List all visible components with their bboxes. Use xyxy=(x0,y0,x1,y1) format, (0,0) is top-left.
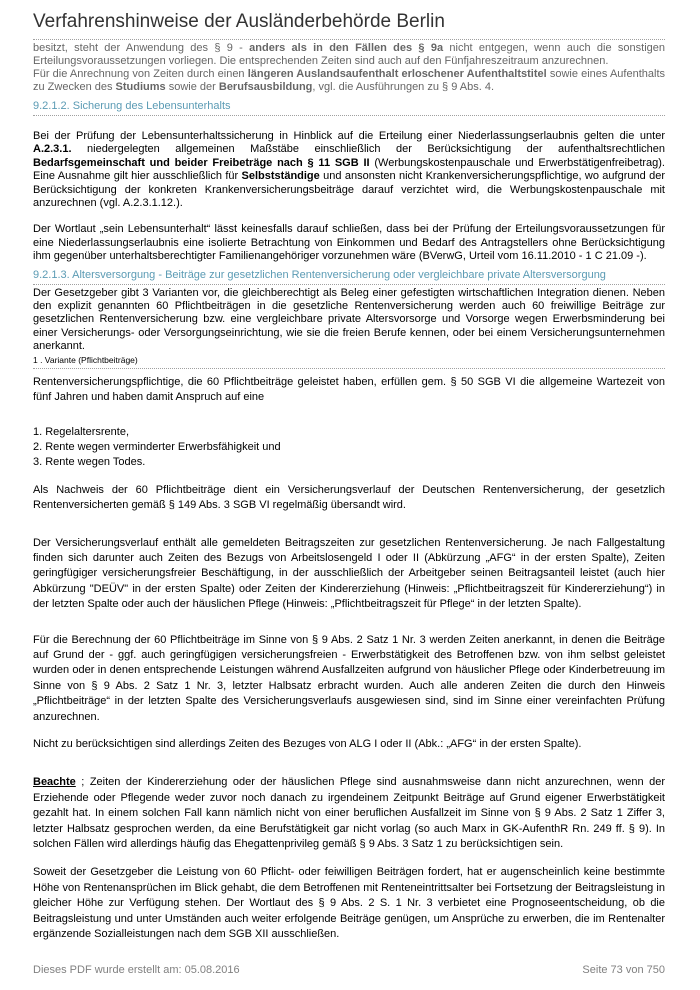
footer-created-date: Dieses PDF wurde erstellt am: 05.08.2016 xyxy=(33,964,240,976)
paragraph-beachte: Beachte ; Zeiten der Kindererziehung oder der häuslichen Pflege sind ausnahmsweise dann nicht anzurechnen, wenn der Erziehende oder Pflegende weder zuvor noch danach zu irgendeinem Zeitpunkt Beiträge auf Grund eigener Erwerbstätigkeit gezahlt hat. In einem solchen Fall kann nämlich nicht von einer beruflichen Ausfallzeit im Sinne von § 9 Abs. 2 Satz 1 Ziffer 3, letzter Halbsatz gesprochen werden, da eine Berufstätigkeit gar nicht vorlag (so auch Marx in GK-AufenthR Rn. 249 ff. § 9). In solchen Fällen wird allerdings häufig das Ehegattenprivileg gemäß § 9 Abs. 3 Satz 1 zu berücksichtigen sein. xyxy=(33,776,665,851)
sub-heading-variante-1: 1 . Variante (Pflichtbeiträge) xyxy=(33,355,665,369)
section-2-body xyxy=(33,287,665,354)
paragraph: Für die Berechnung der 60 Pflichtbeiträge im Sinne von § 9 Abs. 2 Satz 1 Nr. 3 werden Zeiten anerkannt, in denen die Beiträge auf Grund der - ggf. auch geringfügigen versicherungsfreien - Erwerbstätigkeit des Betroffenen bzw. von ihm selbst geleistet wurden oder in denen entsprechende Leistungen während Ausfallzeiten aufgrund von häuslicher Pflege oder Kinderbetreuung im Sinne von § 9 Abs. 2 Satz 1 Nr. 3, letzter Halbsatz erbracht wurden. Auch alle anderen Zeiten die durch den Hinweis „Pflichtbeiträge“ in der letzten Spalte des Versicherungsverlaufs ausgewiesen sind, sind im Sinne einer vereinfachten Prüfung anzurechnen. xyxy=(33,633,665,723)
intro-paragraph-1: besitzt, steht der Anwendung des § 9 - anders als in den Fällen des § 9a nicht entgegen, wenn auch die sonstigen Erteilungsvoraussetzungen vorliegen. Die entsprechenden Zeiten sind auch auf den Fünfjahreszeitraum anzurechnen. xyxy=(33,42,665,67)
variante-1-body xyxy=(33,375,665,943)
paragraph: Der Gesetzgeber gibt 3 Varianten vor, die gleichberechtigt als Beleg einer gefestigten wirtschaftlichen Integration dienen. Neben den explizit genannten 60 Pflichtbeiträgen in die gesetzliche Rentenversicherung werden auch 60 freiwillige Beiträge zur gesetzlichen Rentenversicherung bzw. eine vergleichbare private Altersvorsorge und Vorsorge wegen Erwerbsminderung bei einer Versicherungs- oder Versorgungseinrichtung, wie sie die freien Berufe kennen, oder bei einem Versicherungsunternehmen anerkannt. xyxy=(33,286,665,353)
paragraph: Soweit der Gesetzgeber die Leistung von 60 Pflicht- oder feiwilligen Beiträgen fordert, hat er augenscheinlich keine bestimmte Höhe von Rentenansprüchen im Blick gehabt, die dem Betroffenen mit Renteneintrittsalter bei Fortsetzung der Beitragsleistung in gleicher Höhe zur Verfügung stehen. Der Wortlaut des § 9 Abs. 2 S. 1 Nr. 3 verbietet eine Prognoseentscheidung, ob die Beitragsleistung und unter Umständen auch weiter erfolgende Beiträge genügen, um Ansprüche zu erwerben, die im Rentenalter ergänzende Sozialleistungen nach dem SGB XII ausschließen. xyxy=(33,866,665,941)
paragraph: Als Nachweis der 60 Pflichtbeiträge dient ein Versicherungsverlauf der Deutschen Rentenversicherung, der gesetzlich Rentenversicherten gemäß § 149 Abs. 3 SGB VI regelmäßig übersandt wird. xyxy=(33,483,665,512)
beachte-label: Beachte xyxy=(33,776,76,789)
section-heading-lebensunterhalt: 9.2.1.2. Sicherung des Lebensunterhalts xyxy=(33,99,665,116)
paragraph: Der Versicherungsverlauf enthält alle gemeldeten Beitragszeiten zur gesetzlichen Rentenversicherung. Je nach Fallgestaltung finden sich darunter auch Zeiten des Bezugs von Arbeitslosengeld I oder II (Abkürzung „AFG“ in der ersten Spalte), Zeiten geringfügiger versicherungsfreier Beschäftigung, in der ausschließlich der Arbeitgeber seinen Beitragsanteil leistet (auch hier Abkürzung "DEÜV" in der ersten Spalte) oder Zeiten der Kindererziehung (Hinweis: „Pflichtbeitragszeit für Kindererziehung“) in der letzten Spalte oder auch der häuslichen Pflege (Hinweis: „Pflichtbeitragszeit für Pflege“ in der letzten Spalte). xyxy=(33,536,665,611)
intro-block xyxy=(33,42,665,94)
document-body xyxy=(33,42,665,942)
paragraph: Nicht zu berücksichtigen sind allerdings Zeiten des Bezuges von ALG I oder II (Abk.: „AFG“ in der ersten Spalte). xyxy=(33,738,582,750)
page-footer xyxy=(33,964,665,976)
section-1-body xyxy=(33,130,665,264)
rente-list xyxy=(33,425,665,471)
list-item: 3. Rente wegen Todes. xyxy=(33,456,146,469)
intro-paragraph-2: Für die Anrechnung von Zeiten durch einen längeren Auslandsaufenthalt erloschener Aufenthaltstitel sowie eines Aufenthalts zu Zwecken des Studiums sowie der Berufsausbildung, vgl. die Ausführungen zu § 9 Abs. 4. xyxy=(33,68,665,93)
paragraph: Rentenversicherungspflichtige, die 60 Pflichtbeiträge geleistet haben, erfüllen gem. § 50 SGB VI die allgemeine Wartezeit von fünf Jahren und haben damit Anspruch auf eine xyxy=(33,375,665,404)
list-item: 1. Regelaltersrente, xyxy=(33,425,129,438)
paragraph: Der Wortlaut „sein Lebensunterhalt“ lässt keinesfalls darauf schließen, dass bei der Prüfung der Erteilungsvoraussetzungen für eine Niederlassungserlaubnis eine isolierte Betrachtung von Einkommen und Bedarf des Antragstellers ohne Berücksichtigung ihm gegenüber unterhaltsberechtigter Familienangehöriger vorzunehmen wäre (BVerwG, Urteil vom 16.11.2010 - 1 C 21.09 -). xyxy=(33,223,665,263)
page-title: Verfahrenshinweise der Ausländerbehörde Berlin xyxy=(33,10,665,40)
footer-page-number: Seite 73 von 750 xyxy=(582,964,665,976)
section-heading-altersversorgung: 9.2.1.3. Altersversorgung - Beiträge zur gesetzlichen Rentenversicherung oder vergleichbare private Altersversorgung xyxy=(33,268,665,285)
list-item: 2. Rente wegen verminderter Erwerbsfähigkeit und xyxy=(33,440,281,453)
paragraph: Bei der Prüfung der Lebensunterhaltssicherung in Hinblick auf die Erteilung einer Niederlassungserlaubnis gelten die unter A.2.3.1. niedergelegten allgemeinen Maßstäbe einschließlich der Berücksichtigung der aufenthaltsrechtlichen Bedarfsgemeinschaft und beider Freibeträge nach § 11 SGB II (Werbungskostenpauschale und Erwerbstätigenfreibetrag). Eine Ausnahme gilt hier ausschließlich für Selbstständige und ansonsten nicht Krankenversicherungspflichtige, wo aufgrund der Berücksichtigung der konkreten Krankenversicherungsbeiträge darauf verzichtet wird, die Werbungskostenpauschale mit anzurechnen (vgl. A.2.3.1.12.). xyxy=(33,130,665,210)
